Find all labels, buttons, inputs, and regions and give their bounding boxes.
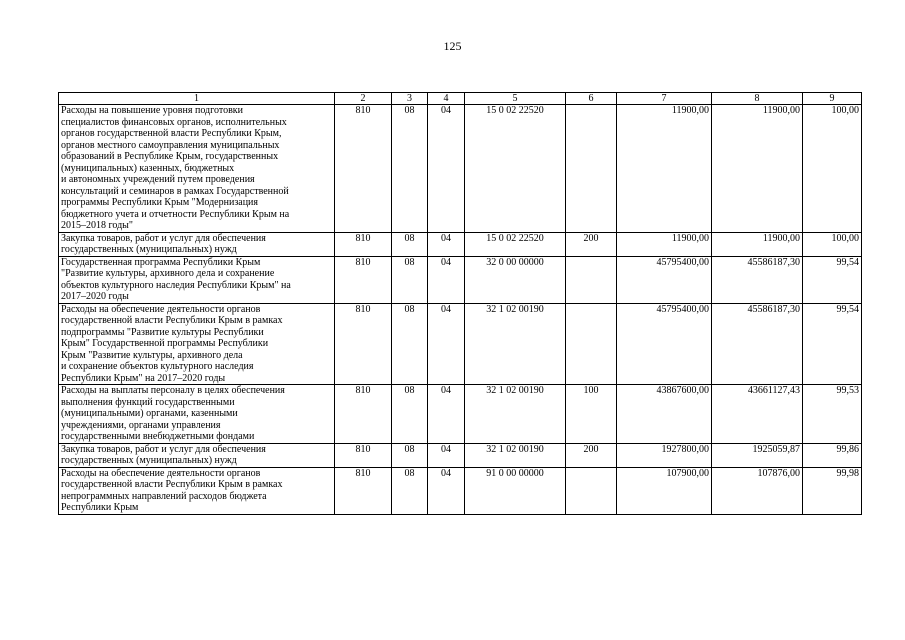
expense-name — [59, 256, 335, 303]
expense-name-line: Крым" Государственной программы Республики — [61, 338, 269, 349]
ministry-code: 810 — [335, 256, 392, 303]
execution-percent: 99,98 — [803, 467, 862, 514]
header-cell: 3 — [392, 93, 428, 105]
planned-amount: 11900,00 — [617, 232, 712, 256]
expense-name — [59, 303, 335, 385]
executed-amount: 11900,00 — [712, 105, 803, 233]
section-code: 08 — [392, 443, 428, 467]
execution-percent: 99,86 — [803, 443, 862, 467]
ministry-code: 810 — [335, 467, 392, 514]
expense-name-line: программы Республики Крым "Модернизация — [61, 197, 259, 208]
expense-name-line: и сохранение объектов культурного наследия — [61, 361, 254, 372]
expense-name — [59, 232, 335, 256]
header-cell: 9 — [803, 93, 862, 105]
expense-name — [59, 105, 335, 233]
expense-name-line: непрограммных направлений расходов бюджета — [61, 490, 267, 502]
execution-percent: 100,00 — [803, 105, 862, 233]
expense-type-code — [566, 467, 617, 514]
header-cell: 5 — [465, 93, 566, 105]
ministry-code: 810 — [335, 443, 392, 467]
expense-name-line: выполнения функций государственными — [61, 396, 235, 408]
subsection-code: 04 — [428, 232, 465, 256]
subsection-code: 04 — [428, 385, 465, 444]
expense-name-line: государственными внебюджетными фондами — [61, 431, 255, 442]
expense-name-line: "Развитие культуры, архивного дела и сохранение — [61, 268, 275, 279]
ministry-code: 810 — [335, 385, 392, 444]
table-row — [59, 232, 862, 256]
section-code: 08 — [392, 232, 428, 256]
target-item-code: 32 1 02 00190 — [465, 303, 566, 385]
subsection-code: 04 — [428, 443, 465, 467]
planned-amount: 45795400,00 — [617, 303, 712, 385]
header-cell: 1 — [59, 93, 335, 105]
header-cell: 4 — [428, 93, 465, 105]
planned-amount: 43867600,00 — [617, 385, 712, 444]
target-item-code: 32 1 02 00190 — [465, 443, 566, 467]
subsection-code: 04 — [428, 256, 465, 303]
ministry-code: 810 — [335, 232, 392, 256]
target-item-code: 32 1 02 00190 — [465, 385, 566, 444]
expense-name-line: Республики Крым — [61, 502, 139, 513]
expense-name-line: государственных (муниципальных) нужд — [61, 244, 237, 255]
executed-amount: 45586187,30 — [712, 303, 803, 385]
table-row — [59, 303, 862, 385]
execution-percent: 100,00 — [803, 232, 862, 256]
expense-name-line: (муниципальными) органами, казенными — [61, 408, 238, 419]
page-number: 125 — [443, 39, 462, 53]
executed-amount: 1925059,87 — [712, 443, 803, 467]
execution-percent: 99,54 — [803, 256, 862, 303]
table-row — [59, 443, 862, 467]
planned-amount: 1927800,00 — [617, 443, 712, 467]
section-code: 08 — [392, 105, 428, 233]
target-item-code: 15 0 02 22520 — [465, 232, 566, 256]
expense-name-line: учреждениями, органами управления — [61, 419, 221, 431]
executed-amount: 43661127,43 — [712, 385, 803, 444]
target-item-code: 32 0 00 00000 — [465, 256, 566, 303]
expense-type-code: 200 — [566, 232, 617, 256]
expense-name-line: и автономных учреждений путем проведения — [61, 174, 255, 185]
expense-name-line: 2017–2020 годы — [61, 291, 129, 302]
planned-amount: 11900,00 — [617, 105, 712, 233]
target-item-code: 15 0 02 22520 — [465, 105, 566, 233]
expense-type-code: 100 — [566, 385, 617, 444]
expense-name-line: Расходы на обеспечение деятельности органов — [61, 467, 261, 479]
table-row — [59, 467, 862, 514]
expense-name-line: органов государственной власти Республики Крым, — [61, 128, 282, 139]
header-cell: 7 — [617, 93, 712, 105]
section-code: 08 — [392, 467, 428, 514]
subsection-code: 04 — [428, 303, 465, 385]
budget-table — [58, 92, 862, 515]
planned-amount: 45795400,00 — [617, 256, 712, 303]
execution-percent: 99,54 — [803, 303, 862, 385]
table-body — [59, 105, 862, 515]
table-row — [59, 105, 862, 233]
header-row — [59, 93, 862, 105]
expense-name — [59, 443, 335, 467]
section-code: 08 — [392, 385, 428, 444]
executed-amount: 107876,00 — [712, 467, 803, 514]
expense-type-code — [566, 303, 617, 385]
expense-name-line: Государственная программа Республики Крым — [61, 256, 261, 268]
expense-name-line: подпрограммы "Развитие культуры Республики — [61, 326, 264, 338]
expense-name-line: образований в Республике Крым, государственных — [61, 151, 279, 162]
executed-amount: 11900,00 — [712, 232, 803, 256]
expense-type-code — [566, 256, 617, 303]
subsection-code: 04 — [428, 105, 465, 233]
expense-name-line: (муниципальных) казенных, бюджетных — [61, 162, 235, 174]
executed-amount: 45586187,30 — [712, 256, 803, 303]
expense-name-line: Крым "Развитие культуры, архивного дела — [61, 349, 243, 361]
expense-name-line: бюджетного учета и отчетности Республики Крым на — [61, 208, 290, 220]
ministry-code: 810 — [335, 303, 392, 385]
header-cell: 8 — [712, 93, 803, 105]
expense-name-line: специалистов финансовых органов, исполнительных — [61, 116, 287, 128]
expense-type-code: 200 — [566, 443, 617, 467]
expense-name-line: Расходы на повышение уровня подготовки — [61, 105, 244, 116]
table-row — [59, 385, 862, 444]
expense-name-line: органов местного самоуправления муниципальных — [61, 139, 280, 151]
planned-amount: 107900,00 — [617, 467, 712, 514]
header-cell: 2 — [335, 93, 392, 105]
expense-name-line: государственной власти Республики Крым в рамках — [61, 315, 283, 326]
target-item-code: 91 0 00 00000 — [465, 467, 566, 514]
expense-name-line: консультаций и семинаров в рамках Государственной — [61, 185, 289, 197]
table-row — [59, 256, 862, 303]
expense-name-line: Закупка товаров, работ и услуг для обеспечения — [61, 443, 266, 455]
expense-name-line: государственных (муниципальных) нужд — [61, 455, 237, 466]
expense-name-line: объектов культурного наследия Республики Крым" на — [61, 279, 291, 291]
expense-name-line: Расходы на обеспечение деятельности органов — [61, 303, 261, 315]
expense-name — [59, 385, 335, 444]
section-code: 08 — [392, 256, 428, 303]
expense-name-line: Республики Крым" на 2017–2020 годы — [61, 372, 226, 384]
expense-name-line: Расходы на выплаты персоналу в целях обеспечения — [61, 385, 285, 396]
expense-name-line: 2015–2018 годы" — [61, 220, 133, 231]
execution-percent: 99,53 — [803, 385, 862, 444]
expense-type-code — [566, 105, 617, 233]
expense-name-line: Закупка товаров, работ и услуг для обеспечения — [61, 232, 266, 244]
expense-name-line: государственной власти Республики Крым в рамках — [61, 479, 283, 490]
expense-name — [59, 467, 335, 514]
subsection-code: 04 — [428, 467, 465, 514]
section-code: 08 — [392, 303, 428, 385]
header-cell: 6 — [566, 93, 617, 105]
ministry-code: 810 — [335, 105, 392, 233]
